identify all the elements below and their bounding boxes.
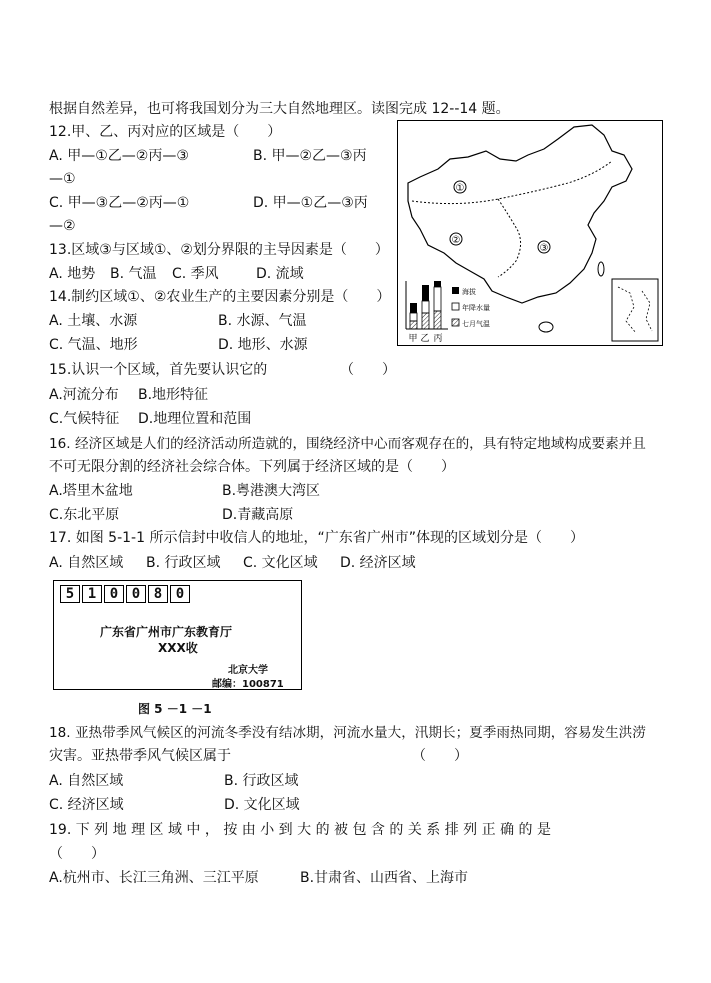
region-2-label: ② xyxy=(451,235,461,246)
china-regions-map xyxy=(397,120,663,346)
q16-option-b[interactable]: B.粤港澳大湾区 xyxy=(222,483,321,499)
q16-option-a[interactable]: A.塔里木盆地 xyxy=(49,483,133,499)
legend-altitude: 海拔 xyxy=(462,288,476,296)
chart-label-jia: 甲 xyxy=(408,334,418,344)
q14-option-d[interactable]: D. 地形、水源 xyxy=(218,337,308,353)
legend-july-temp: 七月气温 xyxy=(462,320,490,328)
envelope-sender-zip: 邮编：100871 xyxy=(212,679,284,690)
q18-option-b[interactable]: B. 行政区域 xyxy=(224,773,299,789)
chart-label-yi: 乙 xyxy=(420,334,430,344)
q13-option-c[interactable]: C. 季风 xyxy=(172,266,219,282)
q16-option-d[interactable]: D.青藏高原 xyxy=(222,507,294,523)
chart-label-bing: 丙 xyxy=(433,334,443,344)
zip-digit-5: 8 xyxy=(148,585,168,603)
china-outline xyxy=(408,125,632,303)
intro-text: 根据自然差异，也可将我国划分为三大自然地理区。读图完成 12--14 题。 xyxy=(49,101,510,117)
q17-stem: 17. 如图 5-1-1 所示信封中收信人的地址，“广东省广州市”体现的区域划分是（ ） xyxy=(49,530,584,546)
q15-option-d[interactable]: D.地理位置和范围 xyxy=(138,411,252,427)
zip-digit-4: 0 xyxy=(126,585,146,603)
q14-stem: 14.制约区域①、②农业生产的主要因素分别是（ ） xyxy=(49,289,391,305)
region-1-label: ① xyxy=(455,183,465,194)
q12-option-a[interactable]: A. 甲—①乙—②丙—③ xyxy=(49,148,189,164)
q17-option-c[interactable]: C. 文化区域 xyxy=(243,555,318,571)
envelope-sender: 北京大学 xyxy=(228,665,268,676)
q14-option-c[interactable]: C. 气温、地形 xyxy=(49,337,138,353)
legend-precipitation: 年降水量 xyxy=(462,304,490,312)
q13-option-d[interactable]: D. 流域 xyxy=(256,266,304,282)
q17-option-a[interactable]: A. 自然区域 xyxy=(49,555,124,571)
q18-option-a[interactable]: A. 自然区域 xyxy=(49,773,124,789)
zip-digit-1: 5 xyxy=(60,585,80,603)
q14-option-a[interactable]: A. 土壤、水源 xyxy=(49,313,138,329)
q15-answer-paren: （ ） xyxy=(340,362,396,378)
q13-stem: 13.区域③与区域①、②划分界限的主导因素是（ ） xyxy=(49,242,389,258)
q12-option-c[interactable]: C. 甲—③乙—②丙—① xyxy=(49,195,190,211)
division-line-north xyxy=(412,161,612,204)
q14-option-b[interactable]: B. 水源、气温 xyxy=(218,313,307,329)
q16-stem-line1: 16. 经济区域是人们的经济活动所造就的，围绕经济中心而客观存在的，具有特定地域构成要素并且 xyxy=(49,436,646,452)
q16-option-c[interactable]: C.东北平原 xyxy=(49,507,120,523)
q18-stem-line2: 灾害。亚热带季风气候区属于 xyxy=(49,748,231,764)
figure-caption: 图 5 －1 －1 xyxy=(138,702,212,716)
south-sea-inset xyxy=(612,279,658,341)
q18-stem-line1: 18. 亚热带季风气候区的河流冬季没有结冰期，河流水量大，汛期长；夏季雨热同期，容易发生洪涝 xyxy=(49,725,646,741)
q19-answer-paren: （ ） xyxy=(49,846,105,862)
q15-option-a[interactable]: A.河流分布 xyxy=(49,387,119,403)
q15-option-c[interactable]: C.气候特征 xyxy=(49,411,120,427)
zip-digit-6: 0 xyxy=(170,585,190,603)
q19-stem: 19. 下 列 地 理 区 域 中 ， 按 由 小 到 大 的 被 包 含 的 关 系 排 列 正 确 的 是 xyxy=(49,822,551,838)
envelope-address: 广东省广州市广东教育厅 xyxy=(100,625,233,639)
q12-stem: 12.甲、乙、丙对应的区域是（ ） xyxy=(49,124,282,140)
zip-digit-3: 0 xyxy=(104,585,124,603)
q18-answer-paren: （ ） xyxy=(412,748,468,764)
q19-option-b[interactable]: B.甘肃省、山西省、上海市 xyxy=(300,870,469,886)
q18-option-d[interactable]: D. 文化区域 xyxy=(224,797,300,813)
q15-stem: 15.认识一个区域，首先要认识它的 xyxy=(49,362,268,378)
envelope-figure xyxy=(53,580,302,690)
q17-option-d[interactable]: D. 经济区域 xyxy=(340,555,416,571)
q12-option-d[interactable]: D. 甲—①乙—③丙 xyxy=(253,195,368,211)
q12-option-b-cont: —① xyxy=(49,171,76,187)
q12-option-d-cont: —② xyxy=(49,218,76,234)
zip-digit-2: 1 xyxy=(82,585,102,603)
q12-option-b[interactable]: B. 甲—②乙—③丙 xyxy=(253,148,367,164)
division-line-plateau xyxy=(498,199,521,277)
q15-option-b[interactable]: B.地形特征 xyxy=(138,387,209,403)
q18-option-c[interactable]: C. 经济区域 xyxy=(49,797,124,813)
q13-option-b[interactable]: B. 气温 xyxy=(110,266,157,282)
q16-stem-line2: 不可无限分割的经济社会综合体。下列属于经济区域的是（ ） xyxy=(49,459,455,475)
region-3-label: ③ xyxy=(539,243,549,254)
q17-option-b[interactable]: B. 行政区域 xyxy=(146,555,221,571)
hainan-island xyxy=(539,322,553,332)
q19-option-a[interactable]: A.杭州市、长江三角洲、三江平原 xyxy=(49,870,259,886)
map-svg xyxy=(398,121,662,345)
envelope-recipient: XXX收 xyxy=(158,641,198,655)
q13-option-a[interactable]: A. 地势 xyxy=(49,266,96,282)
taiwan-island xyxy=(598,262,604,276)
